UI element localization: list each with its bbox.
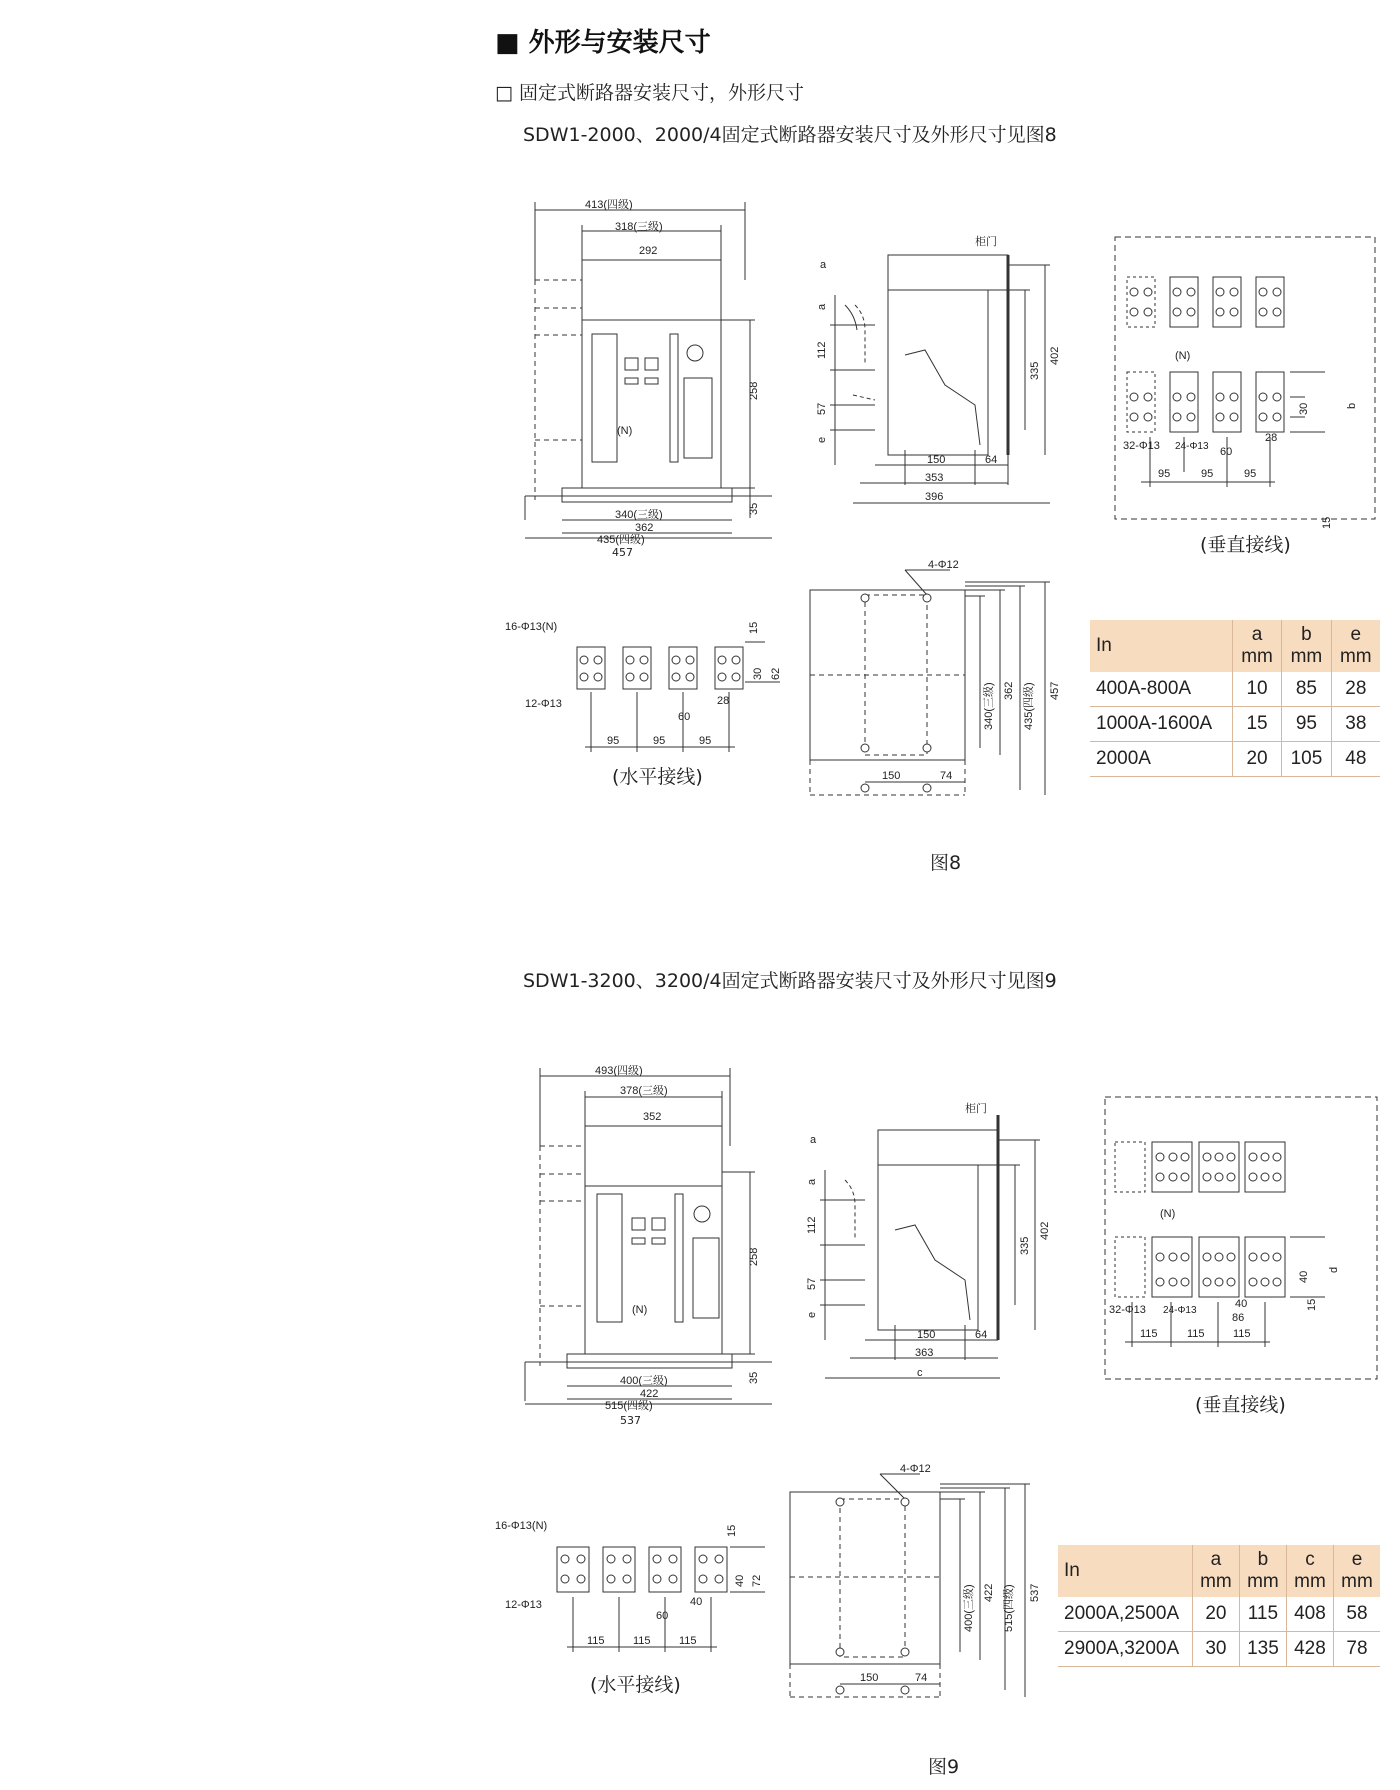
holes-12: 12-Φ13 bbox=[505, 1599, 542, 1611]
holes-16: 16-Φ13(N) bbox=[505, 621, 558, 633]
dim-112: 112 bbox=[816, 341, 828, 359]
table-row bbox=[1058, 1632, 1380, 1667]
dim-35: 35 bbox=[748, 1371, 760, 1384]
holes-4: 4-Φ12 bbox=[928, 559, 959, 571]
table-row bbox=[1090, 707, 1380, 742]
dim-258: 258 bbox=[748, 381, 760, 400]
cell: 135 bbox=[1239, 1632, 1286, 1667]
dim-c: c bbox=[917, 1367, 923, 1379]
fig9-horizontal-wiring bbox=[495, 1517, 785, 1657]
vert-n-label: (N) bbox=[1160, 1208, 1176, 1220]
cabinet-door-label: 柜门 bbox=[965, 1103, 987, 1115]
dim-40: 40 bbox=[734, 1574, 746, 1587]
dim-422: 422 bbox=[640, 1388, 659, 1400]
fig9-label: 图9 bbox=[928, 1756, 960, 1778]
dim-362: 362 bbox=[635, 522, 654, 534]
pitch-1: 115 bbox=[1140, 1328, 1158, 1340]
cell: 95 bbox=[1282, 707, 1331, 742]
dim-30: 30 bbox=[1298, 402, 1310, 415]
dim-a1: a bbox=[820, 259, 827, 271]
dim-64: 64 bbox=[975, 1329, 988, 1341]
dim-402: 402 bbox=[1039, 1221, 1051, 1240]
th-in: In bbox=[1090, 620, 1232, 672]
cell: 115 bbox=[1239, 1597, 1286, 1632]
fig9-side-view bbox=[800, 1100, 1060, 1390]
dim-422: 422 bbox=[983, 1583, 995, 1602]
cell: 85 bbox=[1282, 672, 1331, 707]
pitch-1: 95 bbox=[607, 735, 620, 747]
dim-d: d bbox=[1328, 1266, 1340, 1273]
holes-24: 24-Φ13 bbox=[1163, 1305, 1197, 1316]
dim-340: 340(三级) bbox=[615, 509, 663, 521]
section-title: ■ 外形与安装尺寸 bbox=[495, 28, 711, 58]
pitch-2: 115 bbox=[633, 1635, 651, 1647]
cell: 78 bbox=[1333, 1632, 1380, 1667]
subtitle: □ 固定式断路器安装尺寸，外形尺寸 bbox=[495, 82, 804, 104]
dim-335: 335 bbox=[1029, 361, 1041, 380]
cell: 20 bbox=[1232, 742, 1281, 777]
dim-74: 74 bbox=[940, 770, 953, 782]
fig8-side-view bbox=[815, 235, 1075, 515]
table-row bbox=[1090, 672, 1380, 707]
holes-12: 12-Φ13 bbox=[525, 698, 562, 710]
fig8-caption: SDW1-2000、2000/4固定式断路器安装尺寸及外形尺寸见图8 bbox=[523, 124, 1057, 146]
cell: 20 bbox=[1192, 1597, 1239, 1632]
dim-57: 57 bbox=[816, 402, 828, 415]
dim-40: 40 bbox=[1298, 1270, 1310, 1283]
dim-435: 435(四级) bbox=[597, 534, 645, 546]
fig8-vertical-wiring bbox=[1115, 237, 1380, 529]
dim-64: 64 bbox=[985, 454, 998, 466]
cell: 48 bbox=[1331, 742, 1380, 777]
th-a: a mm bbox=[1192, 1545, 1239, 1597]
dim-340: 340(三级) bbox=[983, 682, 995, 730]
dim-413: 413(四级) bbox=[585, 199, 633, 211]
table-row bbox=[1058, 1597, 1380, 1632]
dim-35: 35 bbox=[748, 502, 760, 515]
dim-150: 150 bbox=[882, 770, 901, 782]
dim-e: e bbox=[806, 1311, 818, 1318]
cell: 15 bbox=[1232, 707, 1281, 742]
dim-40b: 40 bbox=[690, 1596, 703, 1608]
dim-352: 352 bbox=[643, 1111, 662, 1123]
dim-258: 258 bbox=[748, 1247, 760, 1266]
dim-318: 318(三级) bbox=[615, 221, 663, 233]
dim-378: 378(三级) bbox=[620, 1085, 668, 1097]
vert-n-label: (N) bbox=[1175, 350, 1191, 362]
fig9-spec-table bbox=[1058, 1545, 1380, 1667]
dim-15: 15 bbox=[1306, 1298, 1318, 1311]
dim-362: 362 bbox=[1003, 681, 1015, 700]
dim-60: 60 bbox=[1220, 446, 1233, 458]
n-label: (N) bbox=[632, 1304, 648, 1316]
dim-353: 353 bbox=[925, 472, 944, 484]
th-c: c mm bbox=[1286, 1545, 1333, 1597]
fig8-label: 图8 bbox=[930, 852, 962, 874]
dim-40b: 40 bbox=[1235, 1298, 1248, 1310]
dim-537: 537 bbox=[620, 1414, 641, 1427]
dim-457: 457 bbox=[612, 546, 633, 559]
dim-400: 400(三级) bbox=[620, 1375, 668, 1387]
pitch-2: 115 bbox=[1187, 1328, 1205, 1340]
dim-396: 396 bbox=[925, 491, 944, 503]
dim-537: 537 bbox=[1029, 1583, 1041, 1602]
dim-b: b bbox=[1346, 402, 1358, 409]
dim-62: 62 bbox=[770, 667, 782, 680]
dim-435: 435(四级) bbox=[1023, 682, 1035, 730]
cell: 58 bbox=[1333, 1597, 1380, 1632]
dim-a2: a bbox=[806, 1178, 818, 1185]
dim-28: 28 bbox=[1265, 432, 1278, 444]
dim-493: 493(四级) bbox=[595, 1065, 643, 1077]
cell: 400A-800A bbox=[1090, 672, 1232, 707]
fig8-front-view bbox=[525, 199, 785, 546]
dim-a2: a bbox=[816, 303, 828, 310]
dim-457: 457 bbox=[1049, 681, 1061, 700]
dim-72: 72 bbox=[751, 1574, 763, 1587]
dim-150: 150 bbox=[927, 454, 946, 466]
fig9-mounting-view bbox=[790, 1462, 1060, 1702]
holes-24: 24-Φ13 bbox=[1175, 441, 1209, 452]
pitch-3: 95 bbox=[699, 735, 712, 747]
n-label: (N) bbox=[617, 425, 633, 437]
dim-402: 402 bbox=[1049, 346, 1061, 365]
dim-86: 86 bbox=[1232, 1312, 1245, 1324]
fig9-horizontal-label: (水平接线) bbox=[590, 1674, 681, 1696]
cabinet-door-label: 柜门 bbox=[975, 236, 997, 248]
holes-32: 32-Φ13 bbox=[1123, 440, 1160, 452]
cell: 1000A-1600A bbox=[1090, 707, 1232, 742]
cell: 38 bbox=[1331, 707, 1380, 742]
th-e: e mm bbox=[1333, 1545, 1380, 1597]
th-b: b mm bbox=[1239, 1545, 1286, 1597]
fig9-vertical-label: (垂直接线) bbox=[1195, 1394, 1286, 1416]
dim-150: 150 bbox=[917, 1329, 936, 1341]
table-row bbox=[1090, 742, 1380, 777]
dim-60: 60 bbox=[678, 711, 691, 723]
th-e: e mm bbox=[1331, 620, 1380, 672]
th-in: In bbox=[1058, 1545, 1192, 1597]
dim-28: 28 bbox=[717, 695, 730, 707]
fig8-vertical-label: (垂直接线) bbox=[1200, 534, 1291, 556]
th-a: a mm bbox=[1232, 620, 1281, 672]
dim-15: 15 bbox=[726, 1524, 738, 1537]
dim-30: 30 bbox=[752, 667, 764, 680]
dim-e: e bbox=[816, 436, 828, 443]
holes-32: 32-Φ13 bbox=[1109, 1304, 1146, 1316]
cell: 105 bbox=[1282, 742, 1331, 777]
holes-4: 4-Φ12 bbox=[900, 1463, 931, 1475]
dim-57: 57 bbox=[806, 1277, 818, 1290]
fig9-front-view bbox=[525, 1065, 785, 1412]
pitch-1: 95 bbox=[1158, 468, 1171, 480]
dim-74: 74 bbox=[915, 1672, 928, 1684]
dim-150: 150 bbox=[860, 1672, 879, 1684]
th-b: b mm bbox=[1282, 620, 1331, 672]
fig9-caption: SDW1-3200、3200/4固定式断路器安装尺寸及外形尺寸见图9 bbox=[523, 970, 1057, 992]
cell: 10 bbox=[1232, 672, 1281, 707]
fig8-horizontal-label: (水平接线) bbox=[612, 766, 703, 788]
fig8-mounting-view bbox=[810, 560, 1070, 800]
cell: 28 bbox=[1331, 672, 1380, 707]
fig8-spec-table bbox=[1090, 620, 1380, 777]
holes-16: 16-Φ13(N) bbox=[495, 1520, 548, 1532]
pitch-1: 115 bbox=[587, 1635, 605, 1647]
cell: 2900A,3200A bbox=[1058, 1632, 1192, 1667]
fig8-horizontal-wiring bbox=[505, 612, 795, 752]
dim-363: 363 bbox=[915, 1347, 934, 1359]
cell: 2000A,2500A bbox=[1058, 1597, 1192, 1632]
pitch-3: 115 bbox=[1233, 1328, 1251, 1340]
dim-15: 15 bbox=[748, 621, 760, 634]
pitch-2: 95 bbox=[653, 735, 666, 747]
dim-60: 60 bbox=[656, 1610, 669, 1622]
pitch-3: 115 bbox=[679, 1635, 697, 1647]
dim-515: 515(四级) bbox=[1003, 1584, 1015, 1632]
dim-15: 15 bbox=[1321, 516, 1333, 529]
cell: 428 bbox=[1286, 1632, 1333, 1667]
dim-515: 515(四级) bbox=[605, 1400, 653, 1412]
pitch-2: 95 bbox=[1201, 468, 1214, 480]
fig9-vertical-wiring bbox=[1105, 1097, 1380, 1382]
cell: 408 bbox=[1286, 1597, 1333, 1632]
cell: 30 bbox=[1192, 1632, 1239, 1667]
dim-a1: a bbox=[810, 1134, 817, 1146]
dim-292: 292 bbox=[639, 245, 658, 257]
pitch-3: 95 bbox=[1244, 468, 1257, 480]
dim-112: 112 bbox=[806, 1216, 818, 1234]
dim-400: 400(三级) bbox=[963, 1584, 975, 1632]
dim-335: 335 bbox=[1019, 1236, 1031, 1255]
cell: 2000A bbox=[1090, 742, 1232, 777]
